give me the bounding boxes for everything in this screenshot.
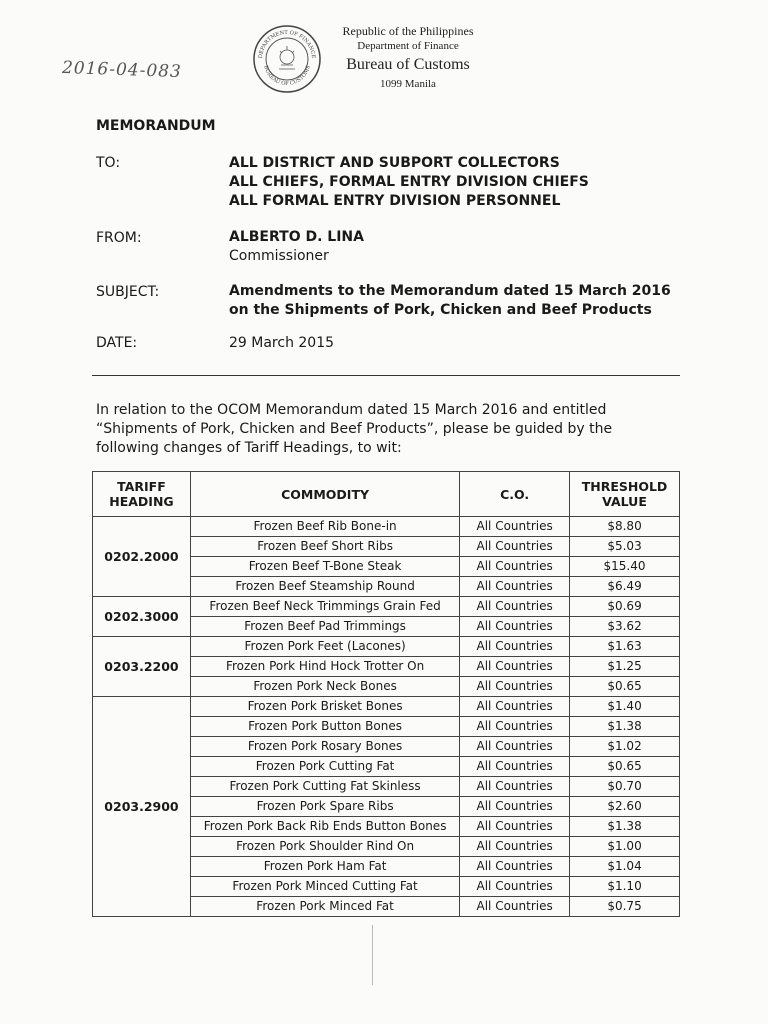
country-of-origin-cell: All Countries (460, 537, 570, 557)
commodity-cell: Frozen Pork Shoulder Rind On (190, 837, 459, 857)
threshold-value-cell: $1.38 (570, 717, 680, 737)
country-of-origin-cell: All Countries (460, 817, 570, 837)
threshold-value-cell: $0.70 (570, 777, 680, 797)
to-recipients (229, 154, 589, 211)
commodity-cell: Frozen Pork Neck Bones (190, 677, 459, 697)
country-of-origin-cell: All Countries (460, 577, 570, 597)
column-header-commodity: COMMODITY (190, 472, 459, 517)
commodity-cell: Frozen Pork Button Bones (190, 717, 459, 737)
threshold-value-cell: $5.03 (570, 537, 680, 557)
date-label: DATE: (96, 335, 138, 351)
header-divider (92, 375, 680, 376)
tariff-heading-cell: 0203.2900 (93, 697, 191, 917)
commodity-cell: Frozen Beef Pad Trimmings (190, 617, 459, 637)
country-of-origin-cell: All Countries (460, 737, 570, 757)
table-header-row (93, 472, 680, 517)
letterhead-city: 1099 Manila (380, 78, 436, 90)
subject-line: Amendments to the Memorandum dated 15 March 2016 (229, 283, 671, 299)
country-of-origin-cell: All Countries (460, 697, 570, 717)
commodity-cell: Frozen Pork Back Rib Ends Button Bones (190, 817, 459, 837)
from-sender (229, 228, 364, 266)
memo-title: MEMORANDUM (96, 118, 216, 134)
country-of-origin-cell: All Countries (460, 777, 570, 797)
table-row (93, 517, 680, 537)
country-of-origin-cell: All Countries (460, 757, 570, 777)
country-of-origin-cell: All Countries (460, 637, 570, 657)
threshold-value-cell: $1.02 (570, 737, 680, 757)
commodity-cell: Frozen Pork Spare Ribs (190, 797, 459, 817)
table-row (93, 597, 680, 617)
subject-label: SUBJECT: (96, 284, 160, 300)
threshold-value-cell: $8.80 (570, 517, 680, 537)
threshold-value-cell: $1.38 (570, 817, 680, 837)
to-line: ALL FORMAL ENTRY DIVISION PERSONNEL (229, 193, 561, 209)
subject-text (229, 282, 671, 320)
table-row (93, 697, 680, 717)
commodity-cell: Frozen Pork Cutting Fat Skinless (190, 777, 459, 797)
column-header-co: C.O. (460, 472, 570, 517)
threshold-value-cell: $1.04 (570, 857, 680, 877)
threshold-value-cell: $0.75 (570, 897, 680, 917)
country-of-origin-cell: All Countries (460, 657, 570, 677)
threshold-value-cell: $6.49 (570, 577, 680, 597)
commodity-cell: Frozen Pork Feet (Lacones) (190, 637, 459, 657)
country-of-origin-cell: All Countries (460, 677, 570, 697)
to-line: ALL DISTRICT AND SUBPORT COLLECTORS (229, 155, 560, 171)
commodity-cell: Frozen Pork Ham Fat (190, 857, 459, 877)
from-title: Commissioner (229, 248, 329, 264)
tariff-heading-cell: 0203.2200 (93, 637, 191, 697)
date-value: 29 March 2015 (229, 335, 335, 351)
country-of-origin-cell: All Countries (460, 717, 570, 737)
bureau-of-customs-seal-icon (252, 24, 322, 94)
commodity-cell: Frozen Beef Rib Bone-in (190, 517, 459, 537)
intro-paragraph: In relation to the OCOM Memorandum dated 15 March 2016 and entitled “Shipments of Pork, Chicken and Beef Products”, please be guided by the following changes of Tariff Headings, to wit: (96, 402, 613, 456)
commodity-cell: Frozen Pork Brisket Bones (190, 697, 459, 717)
tariff-table-body (93, 517, 680, 917)
threshold-value-cell: $1.63 (570, 637, 680, 657)
threshold-value-cell: $1.00 (570, 837, 680, 857)
threshold-value-cell: $3.62 (570, 617, 680, 637)
country-of-origin-cell: All Countries (460, 837, 570, 857)
country-of-origin-cell: All Countries (460, 877, 570, 897)
country-of-origin-cell: All Countries (460, 517, 570, 537)
letterhead-republic: Republic of the Philippines (342, 24, 474, 38)
commodity-cell: Frozen Beef Neck Trimmings Grain Fed (190, 597, 459, 617)
threshold-value-cell: $1.40 (570, 697, 680, 717)
commodity-cell: Frozen Pork Minced Cutting Fat (190, 877, 459, 897)
subject-line: on the Shipments of Pork, Chicken and Beef Products (229, 302, 652, 318)
handwritten-reference-number: 2016-04-083 (61, 57, 183, 83)
tariff-heading-cell: 0202.2000 (93, 517, 191, 597)
from-name: ALBERTO D. LINA (229, 229, 364, 245)
commodity-cell: Frozen Pork Hind Hock Trotter On (190, 657, 459, 677)
commodity-cell: Frozen Beef T-Bone Steak (190, 557, 459, 577)
commodity-cell: Frozen Beef Short Ribs (190, 537, 459, 557)
country-of-origin-cell: All Countries (460, 557, 570, 577)
letterhead-bureau: Bureau of Customs (346, 56, 470, 73)
letterhead-department: Department of Finance (357, 40, 459, 52)
table-row (93, 637, 680, 657)
country-of-origin-cell: All Countries (460, 617, 570, 637)
from-label: FROM: (96, 230, 142, 246)
country-of-origin-cell: All Countries (460, 857, 570, 877)
country-of-origin-cell: All Countries (460, 897, 570, 917)
country-of-origin-cell: All Countries (460, 597, 570, 617)
commodity-cell: Frozen Pork Cutting Fat (190, 757, 459, 777)
column-header-tariff-heading: TARIFF HEADING (93, 472, 191, 517)
threshold-value-cell: $0.65 (570, 677, 680, 697)
letterhead (320, 24, 496, 91)
seal-text-top: DEPARTMENT OF FINANCE (257, 29, 317, 59)
threshold-value-cell: $1.25 (570, 657, 680, 677)
to-line: ALL CHIEFS, FORMAL ENTRY DIVISION CHIEFS (229, 174, 589, 190)
commodity-cell: Frozen Pork Minced Fat (190, 897, 459, 917)
commodity-cell: Frozen Beef Steamship Round (190, 577, 459, 597)
threshold-value-cell: $1.10 (570, 877, 680, 897)
commodity-cell: Frozen Pork Rosary Bones (190, 737, 459, 757)
column-header-threshold: THRESHOLD VALUE (570, 472, 680, 517)
country-of-origin-cell: All Countries (460, 797, 570, 817)
to-label: TO: (96, 155, 121, 171)
svg-text:BUREAU OF CUSTOMS (262, 65, 311, 87)
threshold-value-cell: $0.65 (570, 757, 680, 777)
threshold-value-cell: $0.69 (570, 597, 680, 617)
seal-text-bottom: BUREAU OF CUSTOMS (262, 64, 312, 88)
tariff-table (92, 471, 680, 917)
threshold-value-cell: $2.60 (570, 797, 680, 817)
threshold-value-cell: $15.40 (570, 557, 680, 577)
tariff-heading-cell: 0202.3000 (93, 597, 191, 637)
scan-artifact (372, 925, 373, 985)
